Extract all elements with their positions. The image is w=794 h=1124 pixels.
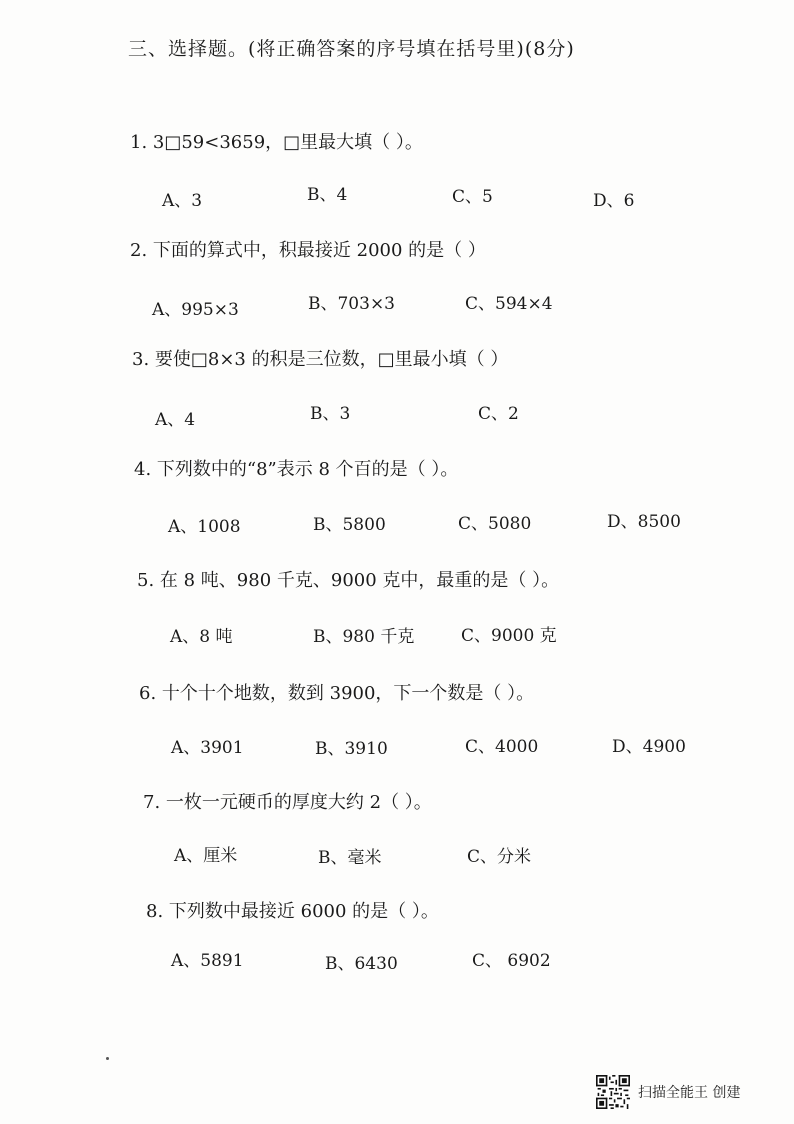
scan-speck [106,1057,109,1060]
question-2-option-a: A、995×3 [152,300,239,320]
question-4-option-c: C、5080 [458,514,532,534]
question-7-option-b: B、毫米 [318,848,382,868]
question-3-text: 3. 要使□8×3 的积是三位数，□里最小填（ ） [132,349,509,370]
question-6-option-a: A、3901 [171,738,244,758]
question-4-option-d: D、8500 [607,512,681,532]
question-8-text: 8. 下列数中最接近 6000 的是（ ）。 [146,901,439,922]
question-8-option-b: B、6430 [325,954,398,974]
question-4-text: 4. 下列数中的“8”表示 8 个百的是（ ）。 [134,459,459,480]
question-1-text: 1. 3□59<3659，□里最大填（ ）。 [130,132,423,153]
question-3-option-c: C、2 [478,404,519,424]
question-5-text: 5. 在 8 吨、980 千克、9000 克中，最重的是（ ）。 [137,570,560,591]
question-3-option-b: B、3 [310,404,351,424]
question-7-text: 7. 一枚一元硬币的厚度大约 2（ ）。 [143,792,432,813]
question-1-option-c: C、5 [452,187,493,207]
question-2-text: 2. 下面的算式中，积最接近 2000 的是（ ） [130,240,486,261]
question-1-option-a: A、3 [162,191,203,211]
scanner-watermark [596,1074,740,1110]
question-5-option-c: C、9000 克 [461,626,557,646]
question-6-text: 6. 十个十个地数，数到 3900，下一个数是（ ）。 [139,683,535,704]
question-2-option-b: B、703×3 [308,294,396,314]
question-8-option-c: C、 6902 [472,951,551,971]
watermark-label: 扫描全能王 创建 [638,1085,741,1101]
question-1-option-b: B、4 [307,185,348,205]
section-title: 三、选择题。(将正确答案的序号填在括号里)(8分) [128,38,575,60]
question-8-option-a: A、5891 [171,951,244,971]
question-1-option-d: D、6 [593,191,635,211]
question-6-option-d: D、4900 [612,737,686,757]
question-2-option-c: C、594×4 [465,294,553,314]
question-4-option-b: B、5800 [313,515,386,535]
question-5-option-a: A、8 吨 [170,627,233,647]
question-7-option-c: C、分米 [467,847,532,867]
question-3-option-a: A、4 [155,410,196,430]
question-6-option-b: B、3910 [315,739,388,759]
question-7-option-a: A、厘米 [174,846,238,866]
question-5-option-b: B、980 千克 [313,627,415,647]
question-6-option-c: C、4000 [465,737,539,757]
question-4-option-a: A、1008 [168,517,241,537]
qr-code-icon [596,1075,630,1109]
